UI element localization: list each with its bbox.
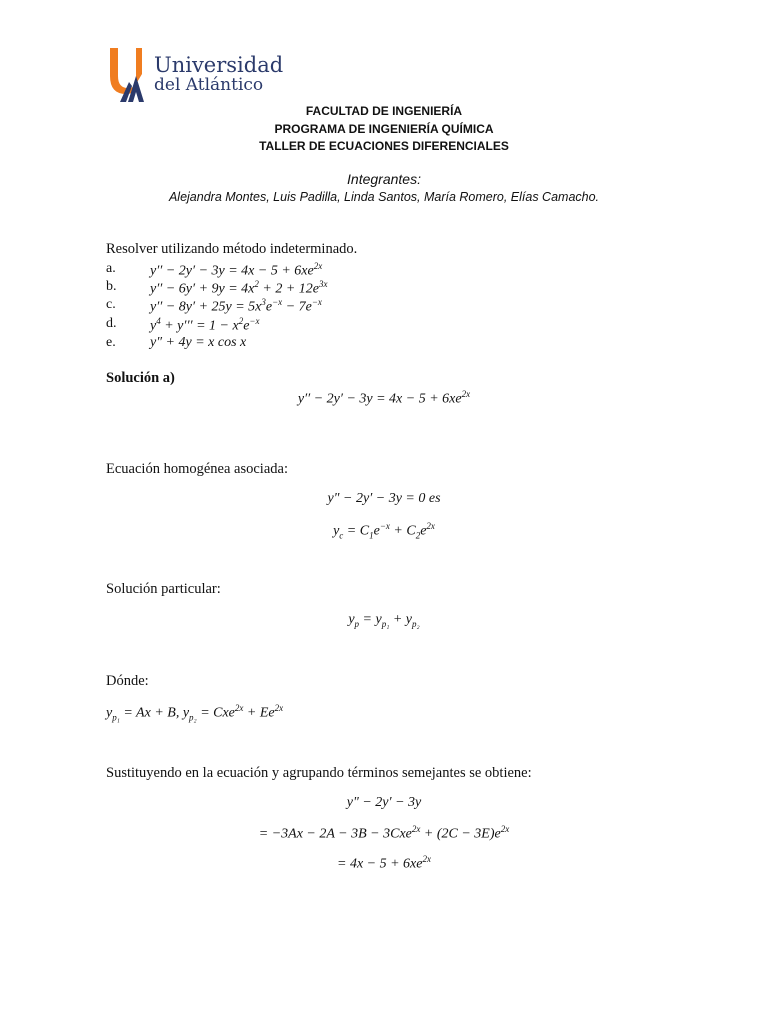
solution-main-eq: $y'' - 2y' - 3y = 4x - 5 + 6xe^{2x}$ — [297, 389, 471, 407]
program-title: PROGRAMA DE INGENIERÍA QUÍMICA — [274, 122, 494, 136]
problem-letter-d: d. — [106, 316, 117, 331]
substitution-label: Sustituyendo en la ecuación y agrupando términos semejantes se obtiene: — [106, 765, 532, 781]
homogeneous-label: Ecuación homogénea asociada: — [106, 461, 288, 477]
ua-logo-icon — [106, 46, 154, 104]
substitution-eq-2: = $-3Ax - 2A - 3B - 3Cxe^{2x} + (2C - 3E)e^{2x}$ — [258, 824, 510, 842]
members-heading: Integrantes: — [347, 171, 421, 187]
problem-eq-c: $y'' - 8y' + 25y = 5x^3e^{-x} - 7e^{-x}$ — [150, 297, 322, 315]
solution-title: Solución a) — [106, 370, 175, 386]
particular-label: Solución particular: — [106, 581, 221, 597]
problem-letter-a: a. — [106, 261, 116, 276]
logo-line2: del Atlántico — [154, 75, 264, 95]
problem-letter-c: c. — [106, 297, 116, 312]
donde-label: Dónde: — [106, 673, 149, 689]
problem-letter-e: e. — [106, 335, 116, 350]
problem-eq-e: y″ + 4y = x cos x — [150, 335, 247, 350]
homogeneous-eq: y" − 2y′ − 3y = 0 es — [327, 491, 441, 506]
problem-eq-a: $y'' - 2y' - 3y = 4x - 5 + 6xe^{2x}$ — [150, 261, 323, 279]
problem-letter-b: b. — [106, 279, 117, 294]
logo-line1: Universidad — [154, 53, 284, 77]
substitution-eq-3: = $4x - 5 + 6xe^{2x}$ — [337, 854, 431, 872]
workshop-title: TALLER DE ECUACIONES DIFERENCIALES — [259, 139, 509, 153]
faculty-title: FACULTAD DE INGENIERÍA — [305, 104, 463, 118]
university-logo — [106, 46, 284, 104]
particular-eq: $y_p = y_{p_1} + y_{p_2}$ — [348, 612, 420, 629]
problem-eq-b: $y'' - 6y' + 9y = 4x^2 + 2 + 12e^{3x}$ — [150, 279, 328, 297]
problem-eq-d: $y^4 + y''' = 1 - x^2e^{-x}$ — [150, 316, 260, 334]
members-names: Alejandra Montes, Luis Padilla, Linda Santos, María Romero, Elías Camacho. — [168, 190, 600, 204]
instructions: Resolver utilizando método indeterminado. — [106, 241, 358, 257]
donde-eq: $y_{p_1} = Ax + B$, $y_{p_2} = Cxe^{2x} + Ee^{2x}$ — [106, 703, 284, 723]
substitution-eq-1: y" − 2y′ − 3y — [346, 795, 422, 810]
complementary-eq: $y_c = C_1e^{-x} + C_2e^{2x}$ — [333, 521, 435, 541]
logo-text — [154, 54, 283, 94]
